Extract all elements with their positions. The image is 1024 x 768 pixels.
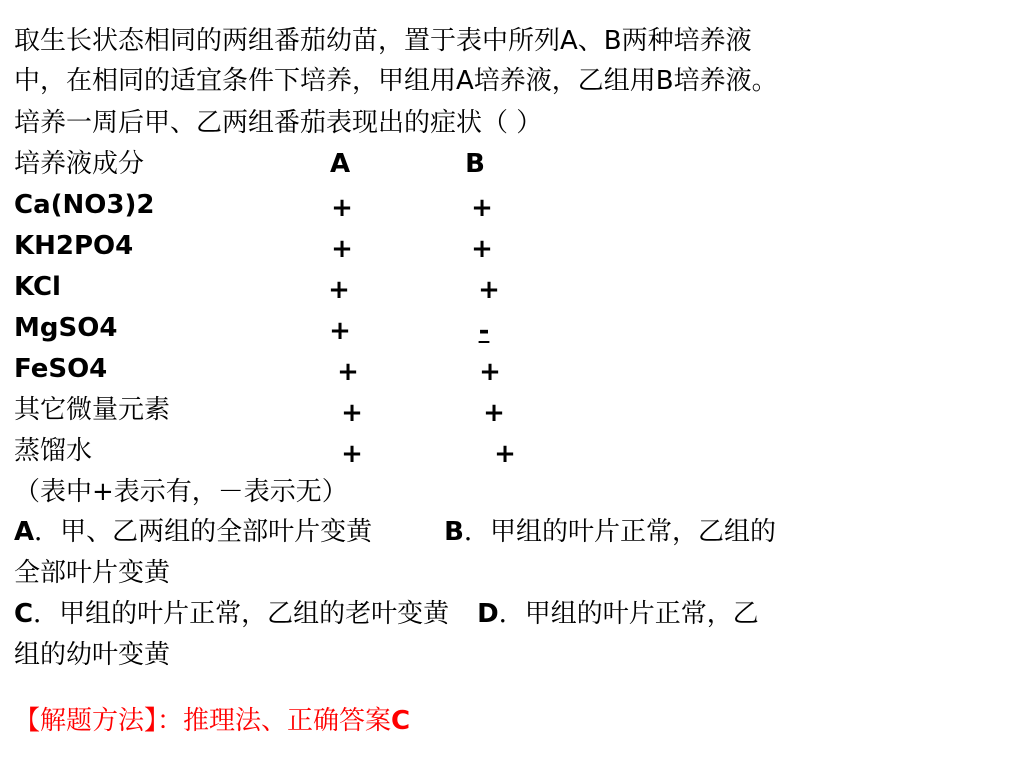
options-line-ab	[14, 514, 776, 550]
options-line-cd	[14, 596, 759, 632]
table-cell-b: +	[479, 357, 501, 387]
table-cell-a: +	[328, 275, 350, 305]
option-d-text: ．甲组的叶片正常，乙	[498, 599, 759, 629]
option-b-continued: 全部叶片变黄	[14, 558, 171, 588]
option-a-letter: A	[14, 517, 35, 547]
table-row-name: MgSO4	[14, 313, 118, 343]
option-c-text: ．甲组的叶片正常，乙组的老叶变黄	[33, 599, 450, 629]
table-cell-b: +	[478, 275, 500, 305]
option-b-text: ．甲组的叶片正常，乙组的	[463, 517, 776, 547]
table-cell-a: +	[329, 316, 351, 346]
table-cell-a: +	[341, 439, 363, 469]
table-cell-b: +	[494, 439, 516, 469]
solution-method-text: 【解题方法】：推理法、正确答案	[14, 706, 392, 736]
table-header-col-a: A	[329, 149, 351, 179]
question-line-1: 取生长状态相同的两组番茄幼苗，置于表中所列A、B两种培养液	[14, 26, 752, 56]
option-a-text: ．甲、乙两组的全部叶片变黄	[34, 517, 373, 547]
table-row-name: Ca(NO3)2	[14, 190, 155, 220]
option-d-letter: D	[477, 599, 499, 629]
table-cell-b: +	[471, 193, 493, 223]
option-d-continued: 组的幼叶变黄	[14, 640, 171, 670]
table-header-col-b: B	[465, 149, 485, 179]
option-c-letter: C	[14, 599, 34, 629]
solution-method	[14, 703, 410, 739]
table-row-name: FeSO4	[14, 354, 108, 384]
table-row-name: 蒸馏水	[14, 436, 93, 466]
table-cell-a: +	[337, 357, 359, 387]
table-row-name: KH2PO4	[14, 231, 134, 261]
table-header-label: 培养液成分	[14, 149, 145, 179]
table-row-name: KCl	[14, 272, 61, 302]
table-cell-a: +	[331, 193, 353, 223]
table-note: （表中+表示有，－表示无）	[14, 477, 348, 507]
option-b-letter: B	[444, 517, 464, 547]
correct-answer: C	[391, 706, 411, 736]
table-cell-b: +	[483, 398, 505, 428]
table-cell-b: +	[471, 234, 493, 264]
table-cell-b: -	[478, 316, 490, 346]
table-row-name: 其它微量元素	[14, 395, 171, 425]
question-line-3: 培养一周后甲、乙两组番茄表现出的症状（ ）	[14, 108, 543, 138]
question-line-2: 中，在相同的适宜条件下培养，甲组用A培养液，乙组用B培养液。	[14, 66, 778, 96]
table-cell-a: +	[341, 398, 363, 428]
table-cell-a: +	[331, 234, 353, 264]
